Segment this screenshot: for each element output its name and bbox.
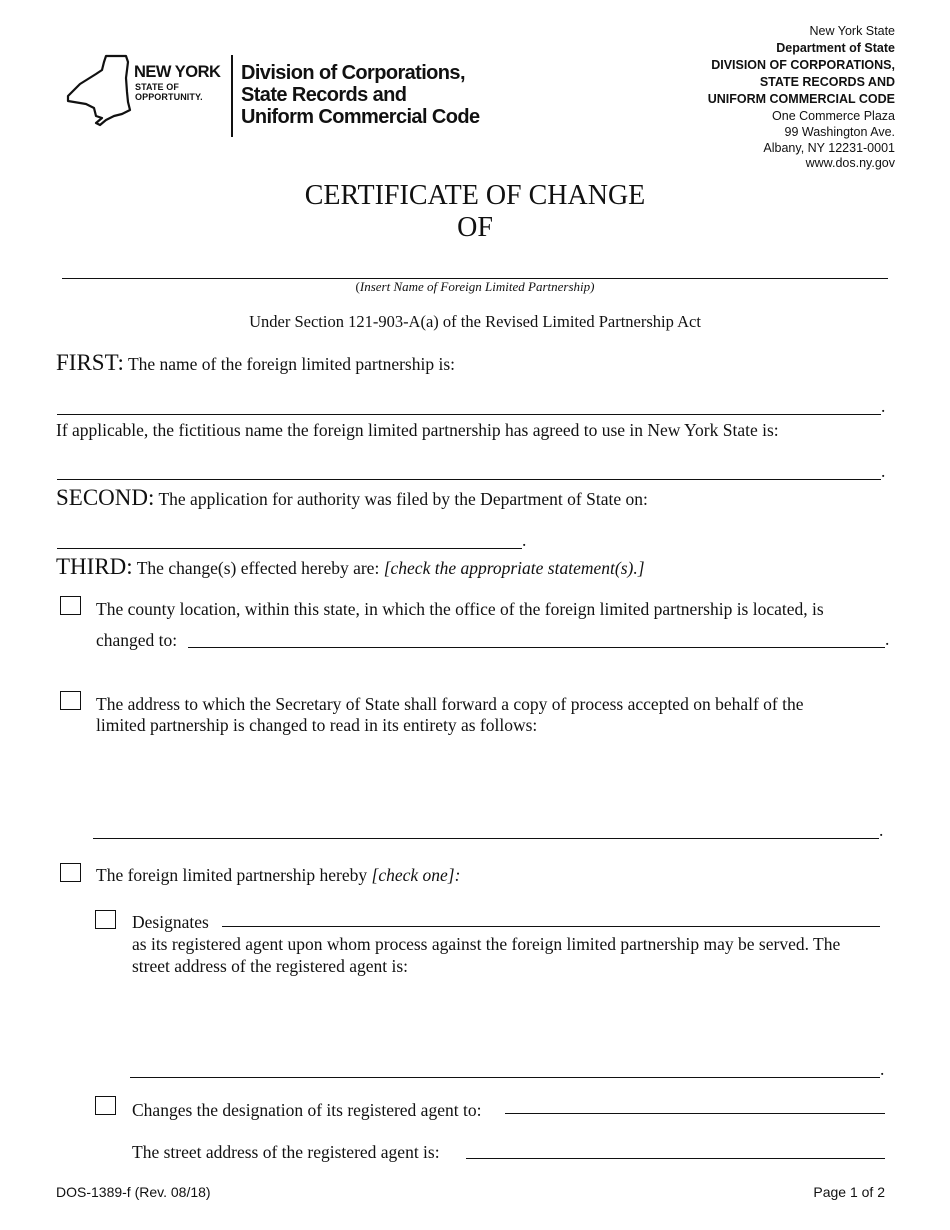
form-id: DOS-1389-f (Rev. 08/18)	[56, 1184, 211, 1200]
address-change-text-line1: The address to which the Secretary of State shall forward a copy of process accepted on behalf of the	[96, 694, 804, 714]
check-one-hint: [check one]:	[371, 865, 461, 885]
division-name-line3: Uniform Commercial Code	[241, 106, 480, 128]
first-label: FIRST:	[56, 350, 124, 375]
first-paragraph	[56, 352, 455, 375]
address-website: www.dos.ny.gov	[805, 156, 895, 170]
agent-street-address-field[interactable]	[130, 1077, 880, 1078]
logo-tagline-line1: STATE OF	[135, 82, 179, 92]
partnership-name-field[interactable]	[57, 414, 881, 415]
logo-divider	[231, 55, 233, 137]
designates-label: Designates	[132, 912, 209, 932]
line-period: .	[885, 629, 890, 649]
fictitious-name-field[interactable]	[57, 479, 881, 480]
address-state: New York State	[809, 24, 895, 38]
line-period: .	[880, 1059, 885, 1079]
line-period: .	[881, 396, 886, 416]
address-street-1: One Commerce Plaza	[772, 109, 895, 123]
first-text: The name of the foreign limited partnership is:	[127, 354, 456, 374]
county-changed-to-label: changed to:	[96, 630, 178, 650]
county-change-checkbox[interactable]	[60, 596, 81, 615]
filing-date-field[interactable]	[57, 548, 522, 549]
designates-text-line2: street address of the registered agent is:	[132, 956, 409, 976]
third-hint: [check the appropriate statement(s).]	[383, 558, 645, 578]
page-title: CERTIFICATE OF CHANGE	[304, 180, 646, 211]
line-period: .	[522, 530, 527, 550]
logo-tagline-line2: OPPORTUNITY.	[135, 92, 203, 102]
partnership-name-hint: (Insert Name of Foreign Limited Partnership)	[355, 279, 595, 294]
address-department: Department of State	[776, 41, 895, 55]
county-field[interactable]	[188, 647, 885, 648]
address-division-line2: STATE RECORDS AND	[759, 75, 895, 89]
page-title-of: OF	[457, 212, 493, 243]
new-agent-address-label: The street address of the registered agent is:	[132, 1142, 440, 1162]
division-name-line1: Division of Corporations,	[241, 62, 465, 84]
line-period: .	[879, 820, 884, 840]
division-name-line2: State Records and	[241, 84, 407, 106]
address-change-checkbox[interactable]	[60, 691, 81, 710]
address-change-text-line2: limited partnership is changed to read in its entirety as follows:	[96, 715, 538, 735]
second-label: SECOND:	[56, 485, 155, 510]
designates-text-line1: as its registered agent upon whom process against the foreign limited partnership may be served. The	[132, 934, 841, 954]
page-number: Page 1 of 2	[813, 1184, 885, 1200]
fictitious-name-text: If applicable, the fictitious name the foreign limited partnership has agreed to use in New York State is:	[56, 420, 779, 440]
new-agent-address-field[interactable]	[466, 1158, 885, 1159]
change-agent-label: Changes the designation of its registered agent to:	[132, 1100, 482, 1120]
address-division-line1: DIVISION OF CORPORATIONS,	[711, 58, 895, 72]
third-text: The change(s) effected hereby are:	[136, 558, 380, 578]
county-change-text: The county location, within this state, in which the office of the foreign limited partnership is located, is	[96, 599, 824, 619]
second-paragraph	[56, 487, 648, 510]
address-street-2: 99 Washington Ave.	[784, 125, 895, 139]
new-agent-field[interactable]	[505, 1113, 885, 1114]
third-label: THIRD:	[56, 554, 133, 579]
second-text: The application for authority was filed by the Department of State on:	[158, 489, 648, 509]
statute-reference: Under Section 121-903-A(a) of the Revised Limited Partnership Act	[249, 312, 701, 331]
address-division-line3: UNIFORM COMMERCIAL CODE	[707, 92, 895, 106]
third-paragraph	[56, 556, 645, 579]
designated-agent-field[interactable]	[222, 926, 880, 927]
change-agent-checkbox[interactable]	[95, 1096, 116, 1115]
process-address-field[interactable]	[93, 838, 879, 839]
address-city: Albany, NY 12231-0001	[763, 141, 895, 155]
registered-agent-text: The foreign limited partnership hereby [check one]:	[96, 865, 461, 885]
new-york-state-map-icon	[66, 52, 132, 128]
designates-checkbox[interactable]	[95, 910, 116, 929]
registered-agent-checkbox[interactable]	[60, 863, 81, 882]
line-period: .	[881, 461, 886, 481]
logo-new-york-text: NEW YORK	[134, 63, 221, 81]
